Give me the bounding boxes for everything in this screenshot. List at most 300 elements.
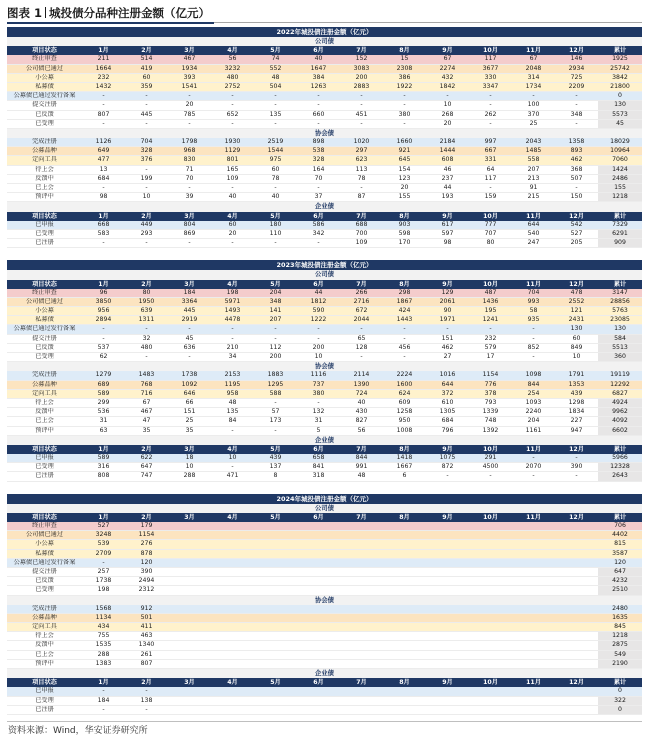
row-label: 终止审查 bbox=[32, 288, 57, 296]
table-cell: 4500 bbox=[482, 463, 499, 471]
table-cell: 755 bbox=[97, 632, 110, 640]
table-cell bbox=[512, 550, 555, 558]
table-cell: 1485 bbox=[525, 147, 542, 155]
table-cell: 1222 bbox=[310, 316, 327, 324]
row-label: 定向工具 bbox=[32, 156, 57, 164]
table-cell bbox=[512, 586, 555, 594]
table-cell bbox=[211, 641, 254, 649]
table-cell bbox=[297, 577, 340, 585]
table-cell: 318 bbox=[312, 472, 325, 480]
total-cell: 130 bbox=[598, 101, 642, 109]
table-cell: 195 bbox=[484, 307, 497, 315]
table-cell: 31 bbox=[314, 417, 323, 425]
table-row bbox=[7, 454, 642, 463]
table-cell: 173 bbox=[269, 417, 282, 425]
table-cell: - bbox=[575, 92, 578, 100]
table-cell: 707 bbox=[484, 229, 497, 237]
total-cell: 647 bbox=[598, 568, 642, 576]
table-cell: - bbox=[575, 101, 578, 109]
table-cell bbox=[512, 651, 555, 659]
table-cell bbox=[383, 623, 426, 631]
table-cell: - bbox=[102, 92, 105, 100]
figure-title bbox=[7, 4, 214, 24]
table-cell bbox=[512, 605, 555, 613]
total-cell: 706 bbox=[614, 522, 626, 529]
table-cell: 471 bbox=[226, 472, 239, 480]
table-cell: 342 bbox=[312, 229, 325, 237]
column-header: 8月 bbox=[399, 679, 410, 687]
column-header: 8月 bbox=[399, 280, 410, 288]
table-cell: 135 bbox=[269, 110, 282, 118]
table-cell: 198 bbox=[97, 586, 110, 594]
column-header: 7月 bbox=[356, 212, 367, 220]
table-cell: 991 bbox=[355, 463, 368, 471]
total-cell: 584 bbox=[598, 335, 642, 343]
column-header: 4月 bbox=[227, 513, 238, 521]
table-cell: 386 bbox=[398, 73, 411, 81]
table-cell: 667 bbox=[484, 147, 497, 155]
table-cell bbox=[297, 660, 340, 668]
table-cell: 1647 bbox=[310, 64, 327, 72]
table-cell bbox=[469, 586, 512, 594]
table-cell: 1971 bbox=[439, 316, 456, 324]
table-cell: 768 bbox=[140, 380, 153, 388]
table-cell bbox=[254, 660, 297, 668]
total-cell: 45 bbox=[598, 120, 642, 128]
table-cell: 537 bbox=[97, 343, 110, 351]
table-cell: 1134 bbox=[95, 613, 112, 621]
column-header: 2月 bbox=[141, 47, 152, 55]
table-cell: 227 bbox=[570, 417, 583, 425]
table-cell: 78 bbox=[271, 174, 280, 182]
table-cell: 2894 bbox=[95, 316, 112, 324]
row-label: 已上会 bbox=[35, 650, 54, 658]
column-header: 6月 bbox=[313, 47, 324, 55]
table-cell: 747 bbox=[140, 472, 153, 480]
row-label: 提交注册 bbox=[32, 101, 57, 109]
table-cell: 644 bbox=[441, 380, 454, 388]
registration-table bbox=[7, 27, 642, 715]
column-header: 7月 bbox=[356, 280, 367, 288]
table-cell bbox=[168, 651, 211, 659]
table-cell bbox=[555, 522, 598, 530]
table-row bbox=[7, 184, 642, 193]
source-note: 资料来源：Wind，华安证券研究所 bbox=[8, 726, 148, 736]
table-cell: 155 bbox=[398, 193, 411, 201]
row-label: 已受理 bbox=[35, 119, 54, 127]
table-cell: - bbox=[188, 184, 191, 191]
row-label: 小公募 bbox=[35, 540, 54, 548]
table-cell: - bbox=[532, 325, 535, 333]
table-row bbox=[7, 623, 642, 632]
column-header: 6月 bbox=[313, 445, 324, 453]
table-cell: 1075 bbox=[439, 454, 456, 462]
column-header: 4月 bbox=[227, 212, 238, 220]
table-cell: 808 bbox=[97, 472, 110, 480]
table-cell bbox=[297, 641, 340, 649]
table-row bbox=[7, 371, 642, 380]
table-cell: 56 bbox=[357, 426, 366, 434]
table-cell: 137 bbox=[269, 463, 282, 471]
row-label: 公司债已通过 bbox=[25, 531, 64, 539]
table-cell bbox=[340, 605, 383, 613]
table-cell: - bbox=[274, 92, 277, 100]
table-cell: 1258 bbox=[396, 408, 413, 416]
table-cell: - bbox=[532, 472, 535, 480]
table-cell bbox=[340, 559, 383, 567]
table-cell: 130 bbox=[570, 325, 583, 333]
table-cell: 2043 bbox=[525, 138, 542, 146]
row-label: 已反馈 bbox=[35, 577, 54, 585]
table-cell: - bbox=[489, 472, 492, 480]
table-row bbox=[7, 687, 642, 696]
column-header: 9月 bbox=[442, 679, 453, 687]
table-cell: 536 bbox=[97, 408, 110, 416]
table-cell: 96 bbox=[99, 288, 108, 296]
group-label: 协会债 bbox=[7, 362, 642, 371]
column-header-row bbox=[7, 445, 642, 454]
table-cell: 501 bbox=[140, 613, 153, 621]
table-cell: 583 bbox=[97, 229, 110, 237]
table-cell bbox=[512, 614, 555, 622]
table-cell: 1834 bbox=[568, 408, 585, 416]
table-cell bbox=[254, 559, 297, 567]
table-cell: 31 bbox=[99, 417, 108, 425]
table-cell: 135 bbox=[226, 408, 239, 416]
total-cell: 6602 bbox=[598, 427, 642, 435]
table-cell: - bbox=[231, 92, 234, 100]
table-cell: 288 bbox=[183, 472, 196, 480]
table-cell: 3677 bbox=[482, 64, 499, 72]
table-cell: 297 bbox=[355, 147, 368, 155]
section-title: 2023年城投债注册金额（亿元） bbox=[7, 260, 642, 270]
table-cell: 639 bbox=[140, 307, 153, 315]
table-cell bbox=[512, 706, 555, 714]
table-cell: 432 bbox=[441, 73, 454, 81]
table-cell: 624 bbox=[398, 389, 411, 397]
row-label: 已受理 bbox=[35, 586, 54, 594]
table-cell: 807 bbox=[97, 110, 110, 118]
table-cell bbox=[469, 641, 512, 649]
column-header: 7月 bbox=[356, 47, 367, 55]
table-cell: 179 bbox=[140, 522, 153, 529]
table-cell: 368 bbox=[570, 165, 583, 173]
table-cell: 456 bbox=[398, 343, 411, 351]
table-cell: 40 bbox=[271, 193, 280, 201]
total-cell: 10964 bbox=[610, 147, 630, 155]
table-cell: 380 bbox=[398, 110, 411, 118]
column-header: 6月 bbox=[313, 679, 324, 687]
table-cell bbox=[168, 586, 211, 594]
table-cell: 110 bbox=[269, 229, 282, 237]
table-cell: 46 bbox=[443, 165, 452, 173]
table-cell: 704 bbox=[140, 138, 153, 146]
table-cell bbox=[555, 577, 598, 585]
table-cell bbox=[555, 559, 598, 567]
table-cell: - bbox=[403, 92, 406, 100]
table-row bbox=[7, 175, 642, 184]
table-cell: 2519 bbox=[267, 138, 284, 146]
group-label: 公司债 bbox=[7, 270, 642, 279]
table-cell: 539 bbox=[97, 540, 110, 548]
column-header: 9月 bbox=[442, 280, 453, 288]
table-cell: 776 bbox=[484, 380, 497, 388]
row-label: 已上会 bbox=[35, 184, 54, 191]
table-cell: 716 bbox=[140, 389, 153, 397]
total-cell: 845 bbox=[614, 623, 626, 631]
table-cell: 348 bbox=[570, 110, 583, 118]
table-cell: - bbox=[231, 184, 234, 191]
table-cell bbox=[426, 651, 469, 659]
table-cell: 62 bbox=[99, 353, 108, 360]
table-cell: 98 bbox=[99, 193, 108, 201]
column-header-row bbox=[7, 212, 642, 221]
column-header: 3月 bbox=[184, 445, 195, 453]
row-label: 完成注册 bbox=[32, 138, 57, 146]
table-cell: 947 bbox=[570, 426, 583, 434]
column-header: 10月 bbox=[483, 679, 498, 687]
table-cell: 257 bbox=[97, 567, 110, 575]
table-cell: - bbox=[145, 325, 148, 333]
table-cell: 291 bbox=[484, 454, 497, 462]
table-cell bbox=[512, 697, 555, 705]
table-cell: 993 bbox=[527, 297, 540, 305]
table-row bbox=[7, 641, 642, 650]
table-cell: 254 bbox=[527, 389, 540, 397]
column-header: 12月 bbox=[569, 212, 584, 220]
column-header-status: 项目状态 bbox=[32, 445, 57, 453]
table-cell: 968 bbox=[183, 147, 196, 155]
table-cell bbox=[254, 651, 297, 659]
table-cell: 393 bbox=[183, 73, 196, 81]
table-cell: 120 bbox=[140, 558, 153, 566]
table-section bbox=[7, 260, 642, 481]
total-cell: 120 bbox=[614, 558, 626, 566]
table-cell: 74 bbox=[271, 55, 280, 63]
table-cell: 449 bbox=[140, 220, 153, 228]
column-header: 10月 bbox=[483, 445, 498, 453]
table-row bbox=[7, 111, 642, 120]
table-cell bbox=[383, 531, 426, 539]
table-cell: - bbox=[102, 325, 105, 333]
table-row bbox=[7, 540, 642, 549]
table-cell: 13 bbox=[99, 165, 108, 173]
table-cell: 211 bbox=[97, 55, 110, 63]
table-cell: 724 bbox=[355, 389, 368, 397]
table-cell bbox=[426, 641, 469, 649]
table-cell: 649 bbox=[97, 147, 110, 155]
column-header: 累计 bbox=[613, 280, 627, 288]
table-cell: 852 bbox=[527, 343, 540, 351]
table-cell: - bbox=[317, 325, 320, 333]
table-cell: 207 bbox=[527, 165, 540, 173]
column-header: 3月 bbox=[184, 280, 195, 288]
total-cell: 2643 bbox=[598, 472, 642, 480]
table-cell: 1311 bbox=[138, 316, 155, 324]
table-cell bbox=[426, 559, 469, 567]
total-cell: 21800 bbox=[610, 82, 630, 90]
total-cell: 4232 bbox=[598, 577, 642, 585]
table-cell: - bbox=[532, 92, 535, 100]
table-cell: 1444 bbox=[439, 147, 456, 155]
table-cell bbox=[426, 687, 469, 695]
table-row bbox=[7, 632, 642, 641]
table-cell: - bbox=[102, 334, 105, 342]
total-cell: 0 bbox=[618, 92, 622, 100]
table-row bbox=[7, 230, 642, 239]
table-cell bbox=[426, 706, 469, 714]
table-cell: 445 bbox=[183, 307, 196, 315]
table-cell: 935 bbox=[527, 316, 540, 324]
column-header: 9月 bbox=[442, 513, 453, 521]
table-cell: 60 bbox=[142, 73, 151, 81]
table-cell bbox=[340, 540, 383, 548]
table-cell: 6 bbox=[402, 472, 407, 480]
table-cell: 3347 bbox=[482, 82, 499, 90]
column-header: 12月 bbox=[569, 47, 584, 55]
column-header: 10月 bbox=[483, 47, 498, 55]
table-cell: 623 bbox=[355, 156, 368, 164]
table-cell: 588 bbox=[269, 389, 282, 397]
table-cell bbox=[426, 614, 469, 622]
table-cell: 1126 bbox=[95, 138, 112, 146]
table-cell: 2312 bbox=[138, 586, 155, 594]
column-header: 1月 bbox=[98, 212, 109, 220]
table-cell: 1020 bbox=[353, 138, 370, 146]
column-header-row bbox=[7, 678, 642, 687]
table-cell: 20 bbox=[400, 184, 409, 191]
table-cell: 18 bbox=[185, 454, 194, 462]
table-cell bbox=[211, 559, 254, 567]
row-label: 私募债 bbox=[35, 549, 54, 557]
table-cell: - bbox=[102, 239, 105, 247]
table-cell: 132 bbox=[312, 408, 325, 416]
table-cell bbox=[297, 559, 340, 567]
table-cell bbox=[297, 540, 340, 548]
table-cell: 35 bbox=[185, 426, 194, 434]
table-cell bbox=[297, 522, 340, 530]
table-cell: 25 bbox=[529, 119, 538, 127]
table-cell: 445 bbox=[140, 110, 153, 118]
table-cell: 2934 bbox=[568, 64, 585, 72]
total-cell: 23085 bbox=[610, 316, 630, 324]
table-cell bbox=[383, 651, 426, 659]
figure-label: 图表 1 bbox=[7, 6, 43, 20]
table-cell bbox=[340, 550, 383, 558]
table-cell: 390 bbox=[140, 567, 153, 575]
table-cell: 390 bbox=[570, 463, 583, 471]
table-row bbox=[7, 92, 642, 101]
table-cell bbox=[512, 559, 555, 567]
table-cell: 1432 bbox=[95, 82, 112, 90]
table-cell bbox=[254, 632, 297, 640]
table-row bbox=[7, 120, 642, 129]
table-cell: 646 bbox=[183, 389, 196, 397]
table-cell: 467 bbox=[183, 55, 196, 63]
table-cell: 658 bbox=[312, 454, 325, 462]
table-cell bbox=[555, 568, 598, 576]
table-cell: 121 bbox=[570, 307, 583, 315]
table-row bbox=[7, 74, 642, 83]
table-cell bbox=[168, 697, 211, 705]
row-label: 待上会 bbox=[35, 632, 54, 640]
table-row bbox=[7, 577, 642, 586]
column-header: 11月 bbox=[526, 212, 541, 220]
table-cell: 1358 bbox=[568, 138, 585, 146]
table-cell: 1443 bbox=[396, 316, 413, 324]
table-cell: - bbox=[145, 687, 148, 695]
table-cell bbox=[426, 531, 469, 539]
table-cell: 1738 bbox=[95, 577, 112, 585]
row-label: 已上会 bbox=[35, 417, 54, 425]
table-row bbox=[7, 390, 642, 399]
column-header: 1月 bbox=[98, 513, 109, 521]
row-label: 反馈中 bbox=[35, 641, 54, 649]
table-cell: 237 bbox=[441, 174, 454, 182]
table-cell bbox=[168, 641, 211, 649]
table-cell: - bbox=[145, 101, 148, 109]
table-cell: 5 bbox=[316, 426, 321, 434]
row-label: 公募品种 bbox=[32, 613, 57, 621]
table-cell bbox=[211, 614, 254, 622]
table-cell: 514 bbox=[140, 55, 153, 63]
total-cell: 7060 bbox=[612, 156, 628, 164]
table-cell bbox=[426, 550, 469, 558]
column-header: 9月 bbox=[442, 212, 453, 220]
table-cell: 1493 bbox=[224, 307, 241, 315]
table-cell: - bbox=[489, 184, 492, 191]
table-cell: 1383 bbox=[95, 659, 112, 667]
row-label: 公募品种 bbox=[32, 380, 57, 388]
table-cell bbox=[168, 540, 211, 548]
table-cell: 128 bbox=[355, 343, 368, 351]
table-cell bbox=[426, 586, 469, 594]
table-cell: 2114 bbox=[353, 371, 370, 379]
table-row bbox=[7, 614, 642, 623]
table-cell bbox=[555, 623, 598, 631]
table-cell: - bbox=[446, 472, 449, 480]
table-cell: 558 bbox=[527, 156, 540, 164]
table-cell: 617 bbox=[441, 220, 454, 228]
total-cell: 4402 bbox=[612, 531, 628, 539]
table-cell bbox=[254, 577, 297, 585]
table-cell: 200 bbox=[355, 73, 368, 81]
table-cell: - bbox=[231, 463, 234, 471]
table-cell: 48 bbox=[271, 73, 280, 81]
table-cell bbox=[555, 614, 598, 622]
total-cell: 3842 bbox=[612, 73, 628, 81]
row-label: 待上会 bbox=[35, 398, 54, 406]
table-section bbox=[7, 494, 642, 715]
table-cell bbox=[512, 540, 555, 548]
table-cell: 645 bbox=[398, 156, 411, 164]
table-row bbox=[7, 399, 642, 408]
table-cell: - bbox=[575, 472, 578, 480]
table-cell: 958 bbox=[226, 389, 239, 397]
table-cell bbox=[254, 522, 297, 530]
table-cell: 844 bbox=[527, 380, 540, 388]
column-header: 9月 bbox=[442, 47, 453, 55]
table-cell: 538 bbox=[312, 147, 325, 155]
column-header: 累计 bbox=[613, 445, 627, 453]
column-header: 12月 bbox=[569, 513, 584, 521]
table-cell: 10 bbox=[443, 101, 452, 109]
title-separator bbox=[45, 7, 46, 18]
table-cell: 35 bbox=[142, 426, 151, 434]
table-cell: 372 bbox=[441, 389, 454, 397]
column-header: 7月 bbox=[356, 445, 367, 453]
table-cell: 1436 bbox=[482, 297, 499, 305]
